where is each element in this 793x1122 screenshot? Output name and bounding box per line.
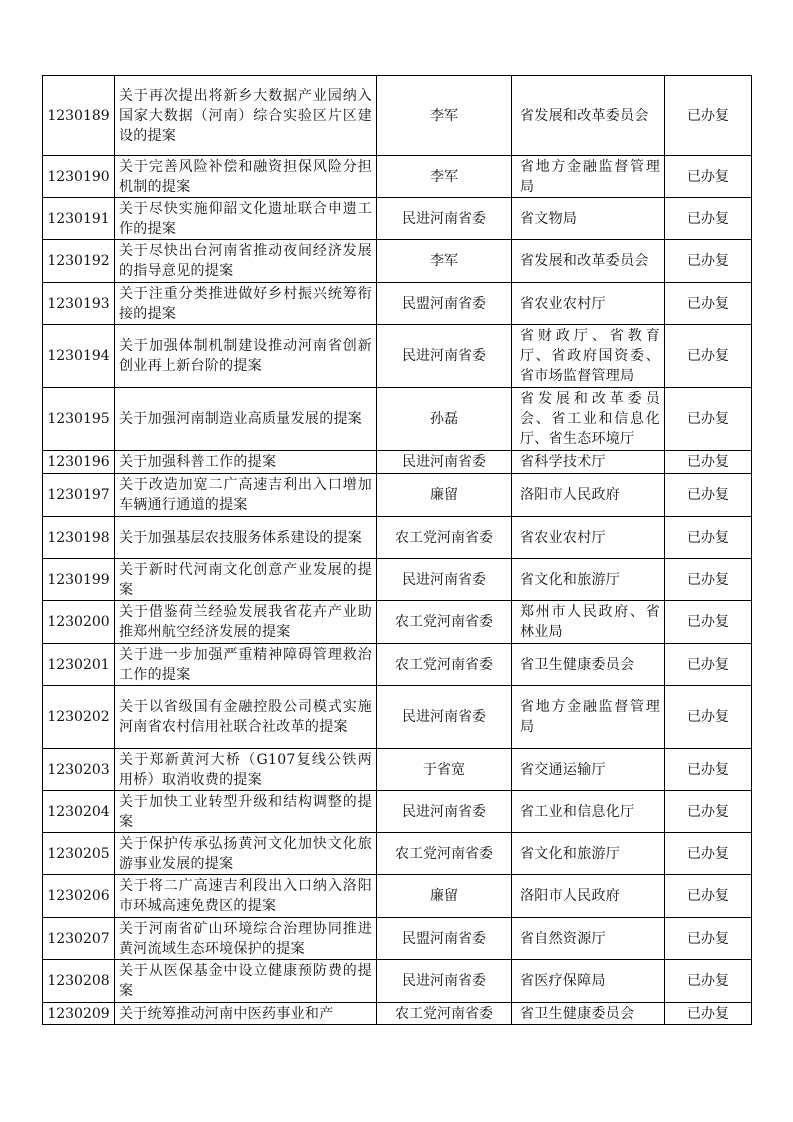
table-row: [43, 1003, 752, 1025]
proposal-table-body: [43, 76, 752, 1025]
proposal-id-cell: 1230194: [43, 325, 115, 388]
proposal-title-cell: 关于进一步加强严重精神障碍管理救治工作的提案: [115, 644, 377, 686]
status-cell: 已办复: [665, 749, 752, 791]
status-cell: 已办复: [665, 686, 752, 749]
status-cell: 已办复: [665, 918, 752, 960]
status-cell: 已办复: [665, 517, 752, 559]
submitter-cell: 廉留: [377, 875, 512, 918]
proposal-title-cell: 关于尽快出台河南省推动夜间经济发展的指导意见的提案: [115, 240, 377, 283]
submitter-cell: 农工党河南省委: [377, 644, 512, 686]
proposal-title-cell: 关于再次提出将新乡大数据产业园纳入国家大数据（河南）综合实验区片区建设的提案: [115, 76, 377, 156]
department-cell: 省自然资源厅: [512, 918, 665, 960]
proposal-title-cell: 关于将二广高速吉利段出入口纳入洛阳市环城高速免费区的提案: [115, 875, 377, 918]
department-cell: 省交通运输厅: [512, 749, 665, 791]
proposal-title-cell: 关于郑新黄河大桥（G107复线公铁两用桥）取消收费的提案: [115, 749, 377, 791]
table-row: [43, 283, 752, 325]
status-cell: 已办复: [665, 283, 752, 325]
table-row: [43, 240, 752, 283]
status-cell: 已办复: [665, 644, 752, 686]
submitter-cell: 李军: [377, 240, 512, 283]
status-cell: 已办复: [665, 960, 752, 1003]
table-row: [43, 559, 752, 601]
status-cell: 已办复: [665, 791, 752, 833]
proposal-id-cell: 1230195: [43, 388, 115, 451]
table-row: [43, 198, 752, 240]
proposal-title-cell: 关于完善风险补偿和融资担保风险分担机制的提案: [115, 156, 377, 198]
table-row: [43, 791, 752, 833]
proposal-title-cell: 关于保护传承弘扬黄河文化加快文化旅游事业发展的提案: [115, 833, 377, 875]
department-cell: 洛阳市人民政府: [512, 875, 665, 918]
department-cell: 省文化和旅游厅: [512, 833, 665, 875]
submitter-cell: 民进河南省委: [377, 559, 512, 601]
submitter-cell: 民盟河南省委: [377, 283, 512, 325]
department-cell: 省卫生健康委员会: [512, 644, 665, 686]
table-row: [43, 76, 752, 156]
submitter-cell: 李军: [377, 76, 512, 156]
proposal-title-cell: 关于加强基层农技服务体系建设的提案: [115, 517, 377, 559]
proposal-id-cell: 1230202: [43, 686, 115, 749]
submitter-cell: 民进河南省委: [377, 451, 512, 474]
proposal-id-cell: 1230198: [43, 517, 115, 559]
status-cell: 已办复: [665, 875, 752, 918]
table-row: [43, 918, 752, 960]
status-cell: 已办复: [665, 833, 752, 875]
department-cell: 洛阳市人民政府: [512, 474, 665, 517]
department-cell: 省发展和改革委员会、省工业和信息化厅、省生态环境厅: [512, 388, 665, 451]
table-row: [43, 517, 752, 559]
department-cell: 省工业和信息化厅: [512, 791, 665, 833]
table-row: [43, 451, 752, 474]
department-cell: 省文物局: [512, 198, 665, 240]
table-row: [43, 156, 752, 198]
proposal-id-cell: 1230209: [43, 1003, 115, 1025]
submitter-cell: 民进河南省委: [377, 791, 512, 833]
submitter-cell: 李军: [377, 156, 512, 198]
submitter-cell: 民进河南省委: [377, 198, 512, 240]
proposal-id-cell: 1230204: [43, 791, 115, 833]
status-cell: 已办复: [665, 451, 752, 474]
status-cell: 已办复: [665, 156, 752, 198]
department-cell: 省文化和旅游厅: [512, 559, 665, 601]
proposal-title-cell: 关于改造加宽二广高速吉利出入口增加车辆通行通道的提案: [115, 474, 377, 517]
department-cell: 省发展和改革委员会: [512, 240, 665, 283]
status-cell: 已办复: [665, 559, 752, 601]
proposal-title-cell: 关于加快工业转型升级和结构调整的提案: [115, 791, 377, 833]
proposal-id-cell: 1230203: [43, 749, 115, 791]
proposal-id-cell: 1230207: [43, 918, 115, 960]
proposal-title-cell: 关于河南省矿山环境综合治理协同推进黄河流域生态环境保护的提案: [115, 918, 377, 960]
submitter-cell: 农工党河南省委: [377, 517, 512, 559]
department-cell: 省医疗保障局: [512, 960, 665, 1003]
submitter-cell: 民进河南省委: [377, 325, 512, 388]
submitter-cell: 农工党河南省委: [377, 833, 512, 875]
status-cell: 已办复: [665, 240, 752, 283]
department-cell: 省农业农村厅: [512, 517, 665, 559]
table-row: [43, 875, 752, 918]
submitter-cell: 农工党河南省委: [377, 1003, 512, 1025]
status-cell: 已办复: [665, 474, 752, 517]
submitter-cell: 民进河南省委: [377, 686, 512, 749]
proposal-title-cell: 关于加强科普工作的提案: [115, 451, 377, 474]
proposal-title-cell: 关于借鉴荷兰经验发展我省花卉产业助推郑州航空经济发展的提案: [115, 601, 377, 644]
proposal-title-cell: 关于统筹推动河南中医药事业和产: [115, 1003, 377, 1025]
table-row: [43, 833, 752, 875]
proposal-id-cell: 1230201: [43, 644, 115, 686]
proposal-title-cell: 关于加强体制机制建设推动河南省创新创业再上新台阶的提案: [115, 325, 377, 388]
proposal-id-cell: 1230196: [43, 451, 115, 474]
proposal-id-cell: 1230191: [43, 198, 115, 240]
department-cell: 省地方金融监督管理局: [512, 686, 665, 749]
status-cell: 已办复: [665, 325, 752, 388]
proposal-id-cell: 1230193: [43, 283, 115, 325]
status-cell: 已办复: [665, 198, 752, 240]
proposal-id-cell: 1230200: [43, 601, 115, 644]
proposal-id-cell: 1230206: [43, 875, 115, 918]
proposal-title-cell: 关于新时代河南文化创意产业发展的提案: [115, 559, 377, 601]
table-row: [43, 325, 752, 388]
proposal-table: [42, 75, 752, 1025]
status-cell: 已办复: [665, 76, 752, 156]
proposal-id-cell: 1230205: [43, 833, 115, 875]
submitter-cell: 农工党河南省委: [377, 601, 512, 644]
table-row: [43, 601, 752, 644]
status-cell: 已办复: [665, 388, 752, 451]
submitter-cell: 孙磊: [377, 388, 512, 451]
department-cell: 省卫生健康委员会: [512, 1003, 665, 1025]
submitter-cell: 民盟河南省委: [377, 918, 512, 960]
proposal-title-cell: 关于尽快实施仰韶文化遗址联合申遗工作的提案: [115, 198, 377, 240]
department-cell: 省财政厅、省教育厅、省政府国资委、省市场监督管理局: [512, 325, 665, 388]
proposal-id-cell: 1230190: [43, 156, 115, 198]
proposal-id-cell: 1230208: [43, 960, 115, 1003]
department-cell: 省发展和改革委员会: [512, 76, 665, 156]
department-cell: 省地方金融监督管理局: [512, 156, 665, 198]
table-row: [43, 686, 752, 749]
department-cell: 省科学技术厅: [512, 451, 665, 474]
submitter-cell: 民进河南省委: [377, 960, 512, 1003]
proposal-title-cell: 关于注重分类推进做好乡村振兴统筹衔接的提案: [115, 283, 377, 325]
department-cell: 省农业农村厅: [512, 283, 665, 325]
proposal-id-cell: 1230199: [43, 559, 115, 601]
proposal-id-cell: 1230192: [43, 240, 115, 283]
submitter-cell: 于省宽: [377, 749, 512, 791]
department-cell: 郑州市人民政府、省林业局: [512, 601, 665, 644]
table-row: [43, 388, 752, 451]
table-row: [43, 644, 752, 686]
status-cell: 已办复: [665, 601, 752, 644]
table-row: [43, 474, 752, 517]
submitter-cell: 廉留: [377, 474, 512, 517]
proposal-title-cell: 关于从医保基金中设立健康预防费的提案: [115, 960, 377, 1003]
proposal-id-cell: 1230197: [43, 474, 115, 517]
status-cell: 已办复: [665, 1003, 752, 1025]
table-row: [43, 960, 752, 1003]
proposal-id-cell: 1230189: [43, 76, 115, 156]
proposal-title-cell: 关于加强河南制造业高质量发展的提案: [115, 388, 377, 451]
table-row: [43, 749, 752, 791]
proposal-title-cell: 关于以省级国有金融控股公司模式实施河南省农村信用社联合社改革的提案: [115, 686, 377, 749]
